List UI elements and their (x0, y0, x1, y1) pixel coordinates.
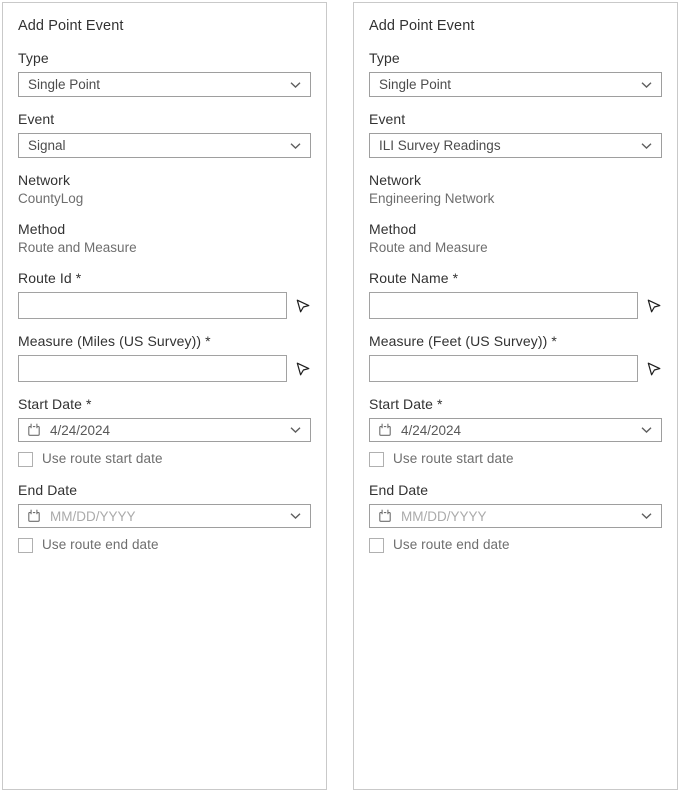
start-date-picker[interactable] (369, 418, 662, 442)
end-date-placeholder: MM/DD/YYYY (50, 508, 136, 524)
method-label: Method (369, 221, 417, 237)
end-date-picker[interactable] (369, 504, 662, 528)
use-route-start-date-checkbox[interactable] (18, 452, 33, 467)
end-date-picker[interactable] (18, 504, 311, 528)
start-date-label: Start Date * (18, 396, 92, 412)
pick-on-map-arrow-icon[interactable] (645, 297, 662, 314)
pick-on-map-arrow-icon[interactable] (645, 360, 662, 377)
use-route-end-date-checkbox[interactable] (369, 538, 384, 553)
chevron-down-icon (641, 427, 652, 433)
start-date-label: Start Date * (369, 396, 443, 412)
type-select-value: Single Point (28, 77, 101, 92)
event-select-value: Signal (28, 138, 66, 153)
use-route-start-date-label: Use route start date (393, 451, 514, 466)
chevron-down-icon (641, 143, 652, 149)
chevron-down-icon (290, 427, 301, 433)
network-value: CountyLog (18, 191, 84, 206)
network-label: Network (369, 172, 422, 188)
pick-on-map-arrow-icon[interactable] (294, 297, 311, 314)
start-date-picker[interactable] (18, 418, 311, 442)
add-point-event-panel-right (353, 2, 678, 790)
use-route-start-date-checkbox[interactable] (369, 452, 384, 467)
route-id-label: Route Id * (18, 270, 82, 286)
measure-label: Measure (Miles (US Survey)) * (18, 333, 211, 349)
method-value: Route and Measure (369, 240, 488, 255)
panel-title: Add Point Event (369, 18, 475, 34)
start-date-value: 4/24/2024 (50, 422, 111, 438)
route-name-label: Route Name * (369, 270, 459, 286)
use-route-end-date-label: Use route end date (42, 537, 159, 552)
route-id-input[interactable] (18, 292, 287, 319)
event-label: Event (369, 111, 406, 127)
method-value: Route and Measure (18, 240, 137, 255)
calendar-icon (377, 422, 393, 438)
chevron-down-icon (290, 513, 301, 519)
type-select-value: Single Point (379, 77, 452, 92)
chevron-down-icon (290, 143, 301, 149)
network-value: Engineering Network (369, 191, 495, 206)
use-route-end-date-checkbox[interactable] (18, 538, 33, 553)
chevron-down-icon (290, 82, 301, 88)
calendar-icon (26, 508, 42, 524)
network-label: Network (18, 172, 71, 188)
chevron-down-icon (641, 513, 652, 519)
end-date-label: End Date (369, 482, 429, 498)
use-route-end-date-label: Use route end date (393, 537, 510, 552)
event-select[interactable] (18, 133, 311, 158)
chevron-down-icon (641, 82, 652, 88)
type-select[interactable] (369, 72, 662, 97)
panel-title: Add Point Event (18, 18, 124, 34)
calendar-icon (377, 508, 393, 524)
event-label: Event (18, 111, 55, 127)
type-label: Type (369, 50, 400, 66)
measure-label: Measure (Feet (US Survey)) * (369, 333, 557, 349)
use-route-start-date-label: Use route start date (42, 451, 163, 466)
end-date-label: End Date (18, 482, 78, 498)
route-name-input[interactable] (369, 292, 638, 319)
method-label: Method (18, 221, 66, 237)
event-select-value: ILI Survey Readings (379, 138, 501, 153)
measure-input[interactable] (18, 355, 287, 382)
type-select[interactable] (18, 72, 311, 97)
type-label: Type (18, 50, 49, 66)
start-date-value: 4/24/2024 (401, 422, 462, 438)
pick-on-map-arrow-icon[interactable] (294, 360, 311, 377)
measure-input[interactable] (369, 355, 638, 382)
end-date-placeholder: MM/DD/YYYY (401, 508, 487, 524)
add-point-event-panel-left (2, 2, 327, 790)
event-select[interactable] (369, 133, 662, 158)
calendar-icon (26, 422, 42, 438)
